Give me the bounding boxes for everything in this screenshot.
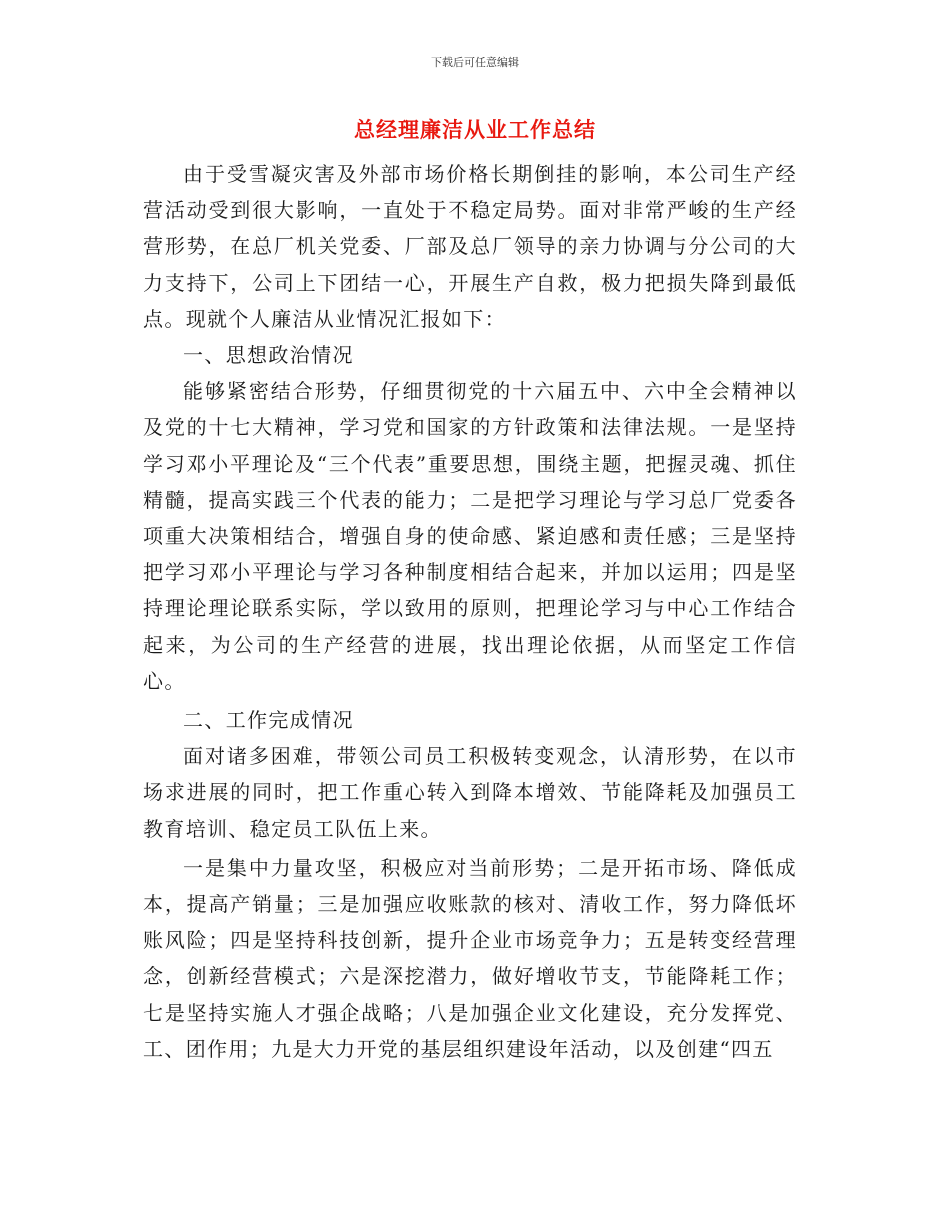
paragraph-work-overview: 面对诸多困难，带领公司员工积极转变观念，认清形势，在以市场求进展的同时，把工作重心转入到降本增效、节能降耗及加强员工教育培训、稳定员工队伍上来。 — [143, 744, 797, 841]
paragraph-ideology: 能够紧密结合形势，仔细贯彻党的十六届五中、六中全会精神以及党的十七大精神，学习党和国家的方针政策和法律法规。一是坚持学习邓小平理论及“三个代表”重要思想，围绕主题，把握灵魂、抓住精髓，提高实践三个代表的能力；二是把学习理论与学习总厂党委各项重大决策相结合，增强自身的使命感、紧迫感和责任感；三是坚持把学习邓小平理论与学习各种制度相结合起来，并加以运用；四是坚持理论理论联系实际，学以致用的原则，把理论学习与中心工作结合起来，为公司的生产经营的进展，找出理论依据，从而坚定工作信心。 — [143, 379, 797, 693]
document-body — [143, 156, 797, 1067]
section-heading-work: 二、工作完成情况 — [183, 708, 354, 733]
paragraph-work-items: 一是集中力量攻坚，积极应对当前形势；二是开拓市场、降低成本，提高产销量；三是加强应收账款的核对、清收工作，努力降低坏账风险；四是坚持科技创新，提升企业市场竞争力；五是转变经营理念，创新经营模式；六是深挖潜力，做好增收节支，节能降耗工作；七是坚持实施人才强企战略；八是加强企业文化建设，充分发挥党、工、团作用；九是大力开党的基层组织建设年活动，以及创建“四五 — [143, 855, 797, 1061]
document-title: 总经理廉洁从业工作总结 — [354, 118, 596, 142]
section-heading-ideology: 一、思想政治情况 — [183, 343, 354, 368]
paragraph-intro: 由于受雪凝灾害及外部市场价格长期倒挂的影响，本公司生产经营活动受到很大影响，一直处于不稳定局势。面对非常严峻的生产经营形势，在总厂机关党委、厂部及总厂领导的亲力协调与分公司的大力支持下，公司上下团结一心，开展生产自救，极力把损失降到最低点。现就个人廉洁从业情况汇报如下： — [143, 162, 797, 331]
page-header-note: 下载后可任意编辑 — [431, 56, 519, 69]
